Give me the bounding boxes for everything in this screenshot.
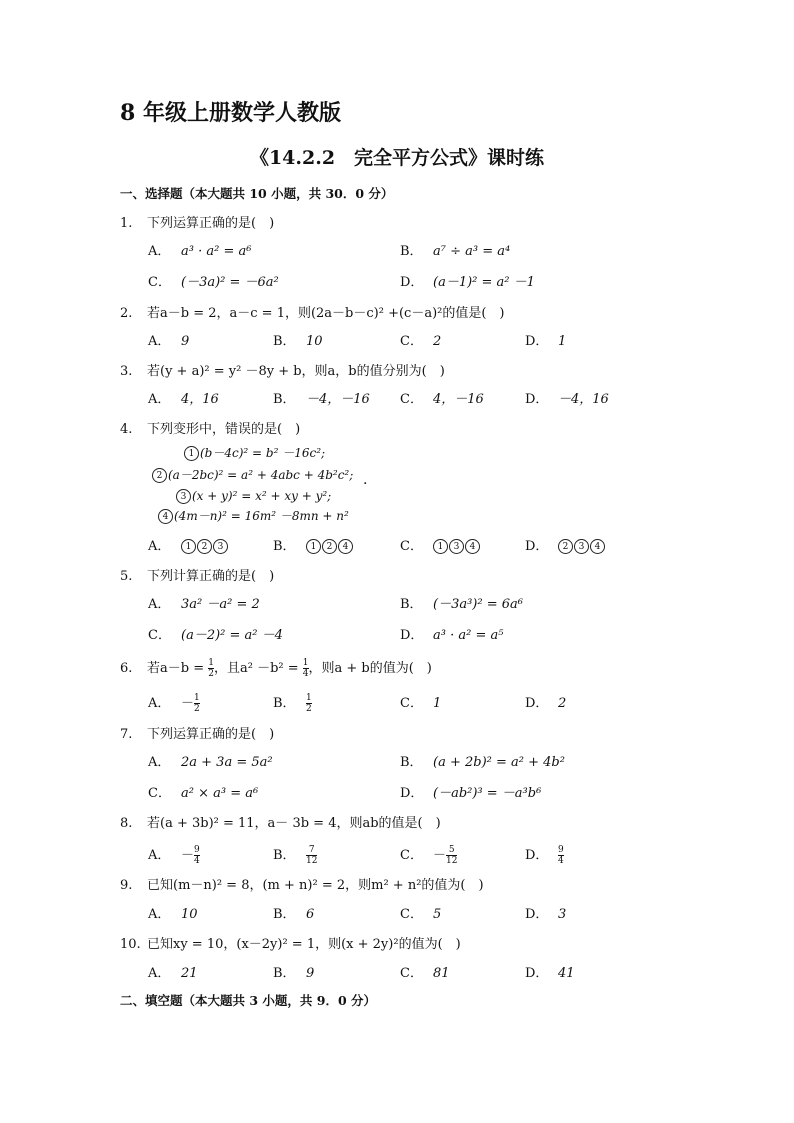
page-title: 8 年级上册数学人教版 [120,100,341,126]
option-label: B． [273,848,296,863]
option-label: D． [525,696,549,711]
option-label: A． [148,392,171,407]
transform-item [158,507,349,524]
option-d[interactable] [525,692,566,711]
option-label: A． [148,539,171,554]
option-d[interactable] [525,388,609,407]
denominator: 4 [302,669,309,679]
option-c[interactable] [400,692,441,711]
question-number: 6. [120,661,133,676]
question-text-part: 若a－b = [147,661,209,676]
section-heading-choice: 一、选择题（本大题共 10 小题，共 30．0 分） [120,186,394,201]
numerator: 1 [302,658,309,668]
option-d[interactable] [525,903,566,922]
option-value: 9 [181,334,190,349]
option-label: C． [400,907,423,922]
circled-number: 3 [213,539,228,554]
question-text: 若(y + a)² = y² －8y + b，则a，b的值分别为( ) [147,364,445,379]
option-label: A． [148,696,171,711]
transform-item [176,489,331,504]
numerator: 7 [308,845,315,855]
option-value: (a + 2b)² = a² + 4b² [433,755,565,770]
option-value: (－3a)² = －6a² [181,275,279,290]
option-label: D． [525,539,549,554]
option-value: 1 [558,334,567,349]
option-b[interactable] [273,844,317,866]
question-stem [120,657,432,679]
option-b[interactable] [400,751,565,770]
option-label: A． [148,334,171,349]
option-label: D． [525,334,549,349]
option-d[interactable] [525,962,575,981]
option-value: 2 [433,334,442,349]
option-b[interactable] [273,962,314,981]
option-value: (－3a³)² = 6a⁶ [433,597,523,612]
option-a[interactable] [148,962,198,981]
option-label: A． [148,848,171,863]
question-number: 3. [120,364,133,379]
question-number: 1. [120,216,133,231]
circled-number: 4 [158,509,173,524]
question-text: 若a－b = 2，a－c = 1，则(2a－b－c)² +(c－a)²的值是( ) [147,306,505,321]
period-mark: . [363,472,368,488]
question-stem [120,933,461,952]
numerator: 5 [448,845,455,855]
option-c[interactable] [400,330,441,349]
question-number: 4. [120,422,133,437]
option-a[interactable] [148,388,219,407]
denominator: 12 [306,856,318,866]
option-a[interactable] [148,692,200,714]
option-label: A． [148,244,171,259]
question-text: 下列运算正确的是( ) [147,727,275,742]
question-stem [120,723,274,742]
section-heading-fill: 二、填空题（本大题共 3 小题，共 9．0 分） [120,993,377,1008]
option-a[interactable] [148,751,273,770]
numerator: 9 [194,845,200,855]
option-b[interactable] [273,330,323,349]
option-value: a³ · a² = a⁶ [181,244,252,259]
question-number: 9. [120,878,133,893]
option-b[interactable] [400,240,510,259]
option-a[interactable] [148,593,260,612]
circled-number: 3 [574,539,589,554]
option-value: 1 [433,696,442,711]
option-b[interactable] [273,903,314,922]
option-label: C． [400,848,423,863]
option-c[interactable] [400,535,481,554]
option-c[interactable] [400,388,484,407]
option-value: 10 [181,907,198,922]
circled-number: 4 [590,539,605,554]
fraction [446,845,457,866]
circled-number: 2 [152,468,167,483]
option-label: C． [400,392,423,407]
numerator: 1 [194,693,200,703]
option-label: B． [400,597,423,612]
question-stem [120,812,441,831]
option-value: 4，－16 [433,392,484,407]
option-d[interactable] [400,624,503,643]
option-label: D． [400,628,424,643]
circled-number: 3 [176,489,191,504]
denominator: 2 [194,704,200,714]
transform-text: (a－2bc)² = a² + 4abc + 4b²c²; [168,468,354,482]
option-label: A． [148,755,171,770]
option-label: B． [400,244,423,259]
option-a[interactable] [148,535,229,554]
option-label: C． [400,696,423,711]
transform-text: (b－4c)² = b² －16c²; [200,446,326,460]
option-c[interactable] [400,903,441,922]
numerator: 1 [208,658,214,668]
option-d[interactable] [400,782,541,801]
option-c[interactable] [148,624,283,643]
denominator: 4 [194,856,200,866]
fraction [306,845,317,866]
option-c[interactable] [148,271,279,290]
question-stem [120,418,300,437]
option-value: 2a + 3a = 5a² [181,755,273,770]
option-value: (－ab²)³ = －a³b⁶ [433,786,542,801]
circled-number: 2 [558,539,573,554]
option-label: A． [148,597,171,612]
option-value: －4，－16 [306,392,370,407]
option-value: a² × a³ = a⁶ [181,786,259,801]
option-label: D． [525,907,549,922]
question-text: 已知xy = 10，(x－2y)² = 1，则(x + 2y)²的值为( ) [147,937,461,952]
denominator: 4 [558,856,564,866]
option-label: B． [273,907,296,922]
option-value: a³ · a² = a⁵ [433,628,504,643]
option-label: B． [273,696,296,711]
numerator: 9 [558,845,564,855]
denominator: 2 [208,669,214,679]
question-stem [120,302,505,321]
option-a[interactable] [148,240,251,259]
option-d[interactable] [525,844,564,866]
option-label: C． [400,966,423,981]
circled-number: 4 [465,539,480,554]
option-c[interactable] [400,844,457,866]
option-value: 3 [558,907,567,922]
option-value: 81 [433,966,450,981]
option-c[interactable] [148,782,258,801]
option-label: B． [400,755,423,770]
question-stem [120,874,484,893]
question-text: 下列计算正确的是( ) [147,569,275,584]
circled-number: 1 [184,446,199,461]
option-value: (a－2)² = a² －4 [181,628,283,643]
option-label: D． [400,275,424,290]
option-value: 5 [433,907,442,922]
circled-number: 2 [322,539,337,554]
circled-number: 3 [449,539,464,554]
option-d[interactable] [400,271,535,290]
option-b[interactable] [273,535,354,554]
circled-number: 4 [338,539,353,554]
transform-item [152,466,353,483]
option-label: A． [148,907,171,922]
option-label: D． [525,848,549,863]
question-number: 7. [120,727,133,742]
option-a[interactable] [148,844,200,866]
option-value: －4，16 [558,392,609,407]
option-c[interactable] [400,962,450,981]
question-text: 若(a + 3b)² = 11，a－ 3b = 4，则ab的值是( ) [147,816,441,831]
circled-number: 1 [306,539,321,554]
fraction [194,845,200,866]
option-label: C． [148,786,171,801]
option-d[interactable] [525,535,606,554]
option-value: 41 [558,966,575,981]
option-label: A． [148,966,171,981]
option-label: B． [273,334,296,349]
denominator: 12 [446,856,458,866]
option-value: 6 [306,907,315,922]
option-value: a⁷ ÷ a³ = a⁴ [433,244,511,259]
denominator: 2 [306,704,312,714]
option-value: 10 [306,334,323,349]
question-stem [120,565,274,584]
option-sign: － [433,848,447,863]
question-text: 下列运算正确的是( ) [147,216,275,231]
option-label: D． [525,392,549,407]
question-stem [120,360,445,379]
circled-number: 1 [181,539,196,554]
option-b[interactable] [400,593,523,612]
question-text: 下列变形中，错误的是( ) [147,422,301,437]
option-label: C． [148,275,171,290]
option-label: D． [525,966,549,981]
option-b[interactable] [273,388,370,407]
question-number: 10. [120,937,141,952]
transform-text: (x + y)² = x² + xy + y²; [192,489,332,503]
circled-number: 1 [433,539,448,554]
transform-item [184,444,325,461]
option-b[interactable] [273,692,312,714]
option-label: D． [400,786,424,801]
fraction [306,693,312,714]
option-value: (a－1)² = a² －1 [433,275,535,290]
option-value: 21 [181,966,198,981]
option-a[interactable] [148,903,198,922]
option-label: C． [400,334,423,349]
circled-number: 2 [197,539,212,554]
lesson-subtitle: 《14.2.2 完全平方公式》课时练 [249,147,545,169]
question-number: 2. [120,306,133,321]
question-stem [120,212,274,231]
question-text-part: ，则a + b的值为( ) [308,661,432,676]
question-text-part: ，且a² －b² = [213,661,303,676]
option-label: B． [273,966,296,981]
option-label: C． [148,628,171,643]
transform-text: (4m－n)² = 16m² －8mn + n² [174,509,349,523]
option-value: 9 [306,966,315,981]
option-value: 2 [558,696,567,711]
option-sign: － [181,696,195,711]
option-value: 3a² －a² = 2 [181,597,260,612]
fraction [558,845,564,866]
option-d[interactable] [525,330,566,349]
option-label: C． [400,539,423,554]
option-value: 4，16 [181,392,219,407]
option-a[interactable] [148,330,189,349]
option-sign: － [181,848,195,863]
numerator: 1 [306,693,312,703]
option-label: B． [273,539,296,554]
question-number: 5. [120,569,133,584]
question-number: 8. [120,816,133,831]
option-label: B． [273,392,296,407]
fraction [194,693,200,714]
question-text: 已知(m－n)² = 8，(m + n)² = 2，则m² + n²的值为( ) [147,878,484,893]
